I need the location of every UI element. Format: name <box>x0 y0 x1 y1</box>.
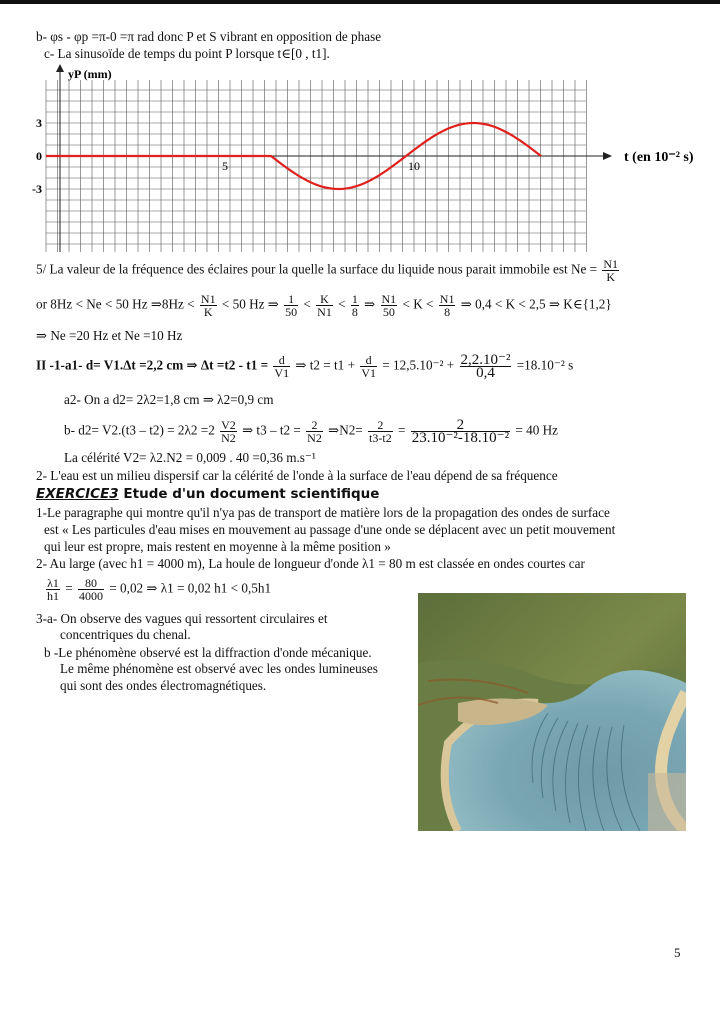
ex3-q1-line1: 1-Le paragraphe qui montre qu'il n'ya pas de transport de matière lors de la propagation des ondes de surface <box>36 505 610 520</box>
x-tick-label: 5 <box>222 159 228 173</box>
y-axis-arrow <box>56 64 64 72</box>
top-rule <box>0 0 720 4</box>
ex3-q2-ratio: $\frac{\lambda 1}{h1}$ = $\frac{80}{4000}$ = 0,02 ⇒ λ1 = 0,02 h1 < 0,5h1 <box>47 576 272 603</box>
ex3-q3b-line2: Le même phénomène est observé avec les ondes lumineuses <box>60 661 378 676</box>
page-number: 5 <box>674 945 681 960</box>
y-tick-label: 3 <box>36 116 42 130</box>
question-5-line: 5/ La valeur de la fréquence des éclaires pour la quelle la surface du liquide nous parait immobile est Ne = $\frac{N1}{K}$ <box>36 257 619 284</box>
answer-c-sinusoid: c- La sinusoïde de temps du point P lorsque t∈[0 , t1]. <box>44 46 330 61</box>
y-tick-label: -3 <box>32 182 42 196</box>
fraction-n1-k: $\frac{N1}{K}$ <box>603 257 619 284</box>
ex3-q1-line3: qui leur est propre, mais restent en moyenne à la même position » <box>44 539 391 554</box>
ex3-q3b-line1: b -Le phénomène observé est la diffraction d'onde mécanique. <box>44 645 372 660</box>
ex3-q3a-line2: concentriques du chenal. <box>60 627 191 642</box>
dispersive-line: 2- L'eau est un milieu dispersif car la célérité de l'onde à la surface de l'eau dépend de sa fréquence <box>36 468 558 483</box>
sinusoid-chart <box>20 62 700 262</box>
aerial-photo-bay <box>418 593 686 831</box>
x-tick-label: 10 <box>408 159 420 173</box>
ne-result: ⇒ Ne =20 Hz et Ne =10 Hz <box>36 328 183 343</box>
x-axis-label: t (en 10⁻² s) <box>624 150 694 165</box>
x-axis-arrow <box>603 152 612 160</box>
celerity-line: La célérité V2= λ2.N2 = 0,009 . 40 =0,36 m.s⁻¹ <box>64 450 316 465</box>
part-ii-a1-line: II -1-a1- d= V1.Δt =2,2 cm ⇒ Δt =t2 - t1 = $\frac{d}{V1}$ ⇒ t2 = t1 + $\frac{d}{V1}$ = 12,5.10⁻² + $\frac{\text{2,2.10⁻²}}{0,4}$ =18.10⁻² s <box>36 352 574 381</box>
y-tick-label: 0 <box>36 149 42 163</box>
ex3-q2-line: 2- Au large (avec h1 = 4000 m), La houle de longueur d'onde λ1 = 80 m est classée en ondes courtes car <box>36 556 585 571</box>
inequality-line: or 8Hz < Ne < 50 Hz ⇒8Hz < $\frac{N1}{K}$ < 50 Hz ⇒ $\frac{1}{50}$ < $\frac{K}{N1}$ < $\frac{1}{8}$ ⇒ $\frac{N1}{50}$ < K < $\frac{N1}{8}$ ⇒ 0,4 < K < 2,5 ⇒ K∈{1,2} <box>36 292 612 319</box>
exercise-3-heading: EXERCICE3 Etude d'un document scientifique <box>36 486 380 502</box>
y-axis-label: yP (mm) <box>68 67 112 81</box>
ex3-q1-line2: est « Les particules d'eau mises en mouvement au passage d'une onde se déplacent avec un petit mouvement <box>44 522 616 537</box>
part-b-frequency-line: b- d2= V2.(t3 – t2) = 2λ2 =2 $\frac{V2}{N2}$ ⇒ t3 – t2 = $\frac{2}{N2}$ ⇒N2= $\frac{2}{t3-t2}$ = $\frac{2}{\text{23.10⁻²-18.10⁻²}}$ = 40 Hz <box>64 417 558 446</box>
part-a2-line: a2- On a d2= 2λ2=1,8 cm ⇒ λ2=0,9 cm <box>64 392 274 407</box>
answer-b-phase: b- φs - φp =π-0 =π rad donc P et S vibrant en opposition de phase <box>36 29 382 44</box>
ex3-q3a-line1: 3-a- On observe des vagues qui ressortent circulaires et <box>36 611 328 626</box>
ex3-q3b-line3: qui sont des ondes électromagnétiques. <box>60 678 267 693</box>
